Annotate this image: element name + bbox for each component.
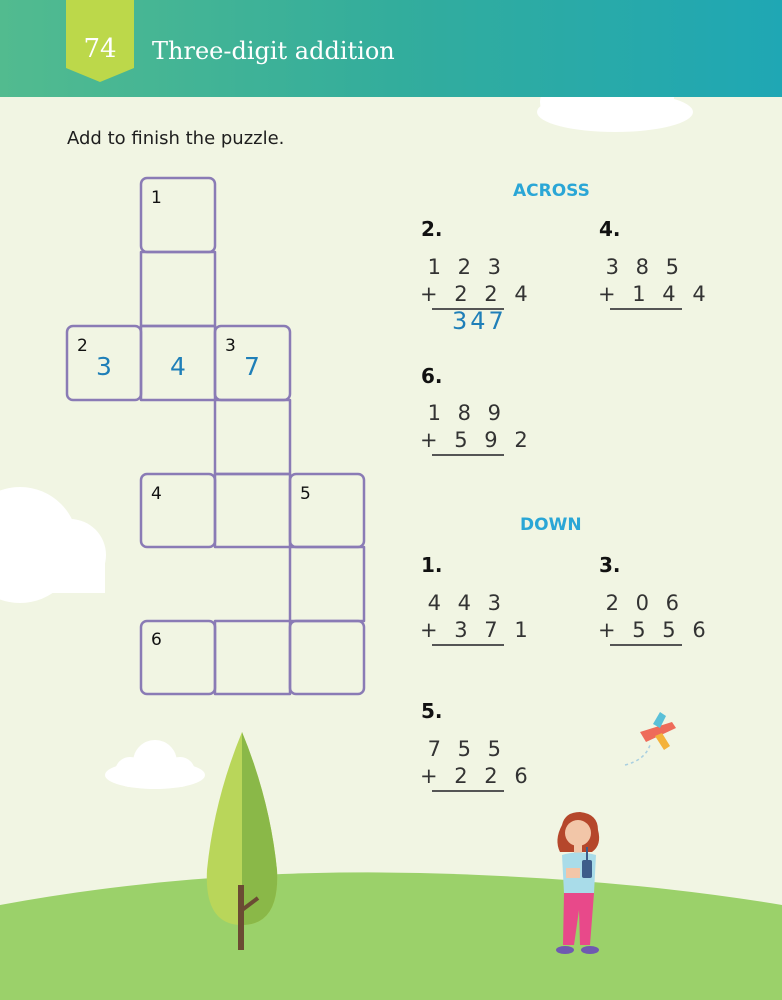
problem-bottom-number: + 2 2 6 bbox=[420, 764, 533, 788]
grid-cell bbox=[215, 400, 290, 474]
grid-answer-digit[interactable]: 3 bbox=[96, 352, 112, 381]
grid-cell bbox=[215, 621, 290, 694]
grid-cell bbox=[215, 474, 290, 547]
problem-top-number: 3 8 5 bbox=[605, 255, 684, 279]
sum-line bbox=[610, 644, 682, 646]
problem-bottom-number: + 1 4 4 bbox=[598, 282, 711, 306]
problem-top-number: 1 2 3 bbox=[427, 255, 506, 279]
problem-bottom-number: + 5 9 2 bbox=[420, 428, 533, 452]
grid-cell bbox=[290, 621, 364, 694]
sum-line bbox=[432, 644, 504, 646]
problem-top-number: 4 4 3 bbox=[427, 591, 506, 615]
problem-number: 6. bbox=[421, 364, 443, 388]
grid-clue-number: 1 bbox=[151, 188, 162, 208]
problem-number: 1. bbox=[421, 553, 443, 577]
sum-line bbox=[432, 454, 504, 456]
instruction-text: Add to finish the puzzle. bbox=[67, 128, 285, 149]
problem-number: 4. bbox=[599, 217, 621, 241]
grid-clue-number: 6 bbox=[151, 630, 162, 650]
problem-bottom-number: + 2 2 4 bbox=[420, 282, 533, 306]
grid-cell bbox=[141, 252, 215, 326]
sum-line bbox=[610, 308, 682, 310]
problem-top-number: 2 0 6 bbox=[605, 591, 684, 615]
problem-number: 3. bbox=[599, 553, 621, 577]
grid-clue-number: 2 bbox=[77, 336, 88, 356]
grid-cell bbox=[290, 547, 364, 621]
grid-answer-digit[interactable]: 4 bbox=[170, 352, 186, 381]
problem-number: 5. bbox=[421, 699, 443, 723]
problem-bottom-number: + 5 5 6 bbox=[598, 618, 711, 642]
grid-clue-number: 5 bbox=[300, 484, 311, 504]
grid-clue-number: 3 bbox=[225, 336, 236, 356]
grid-answer-digit[interactable]: 7 bbox=[244, 352, 260, 381]
down-heading: DOWN bbox=[520, 515, 582, 535]
page-title: Three-digit addition bbox=[152, 37, 395, 65]
problem-bottom-number: + 3 7 1 bbox=[420, 618, 533, 642]
grid-clue-number: 4 bbox=[151, 484, 162, 504]
page-number: 74 bbox=[83, 34, 117, 64]
written-answer[interactable]: 347 bbox=[452, 307, 507, 335]
problem-top-number: 7 5 5 bbox=[427, 737, 506, 761]
across-heading: ACROSS bbox=[513, 181, 590, 201]
problem-number: 2. bbox=[421, 217, 443, 241]
problem-top-number: 1 8 9 bbox=[427, 401, 506, 425]
sum-line bbox=[432, 790, 504, 792]
